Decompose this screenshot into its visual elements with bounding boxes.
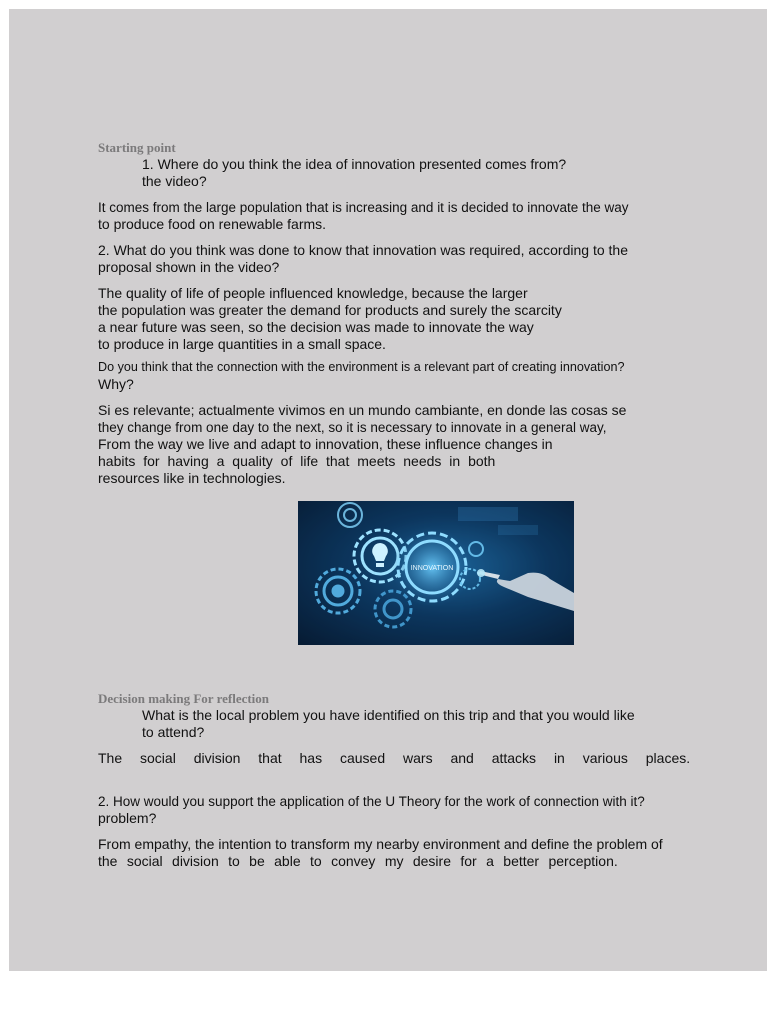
section-heading-decision-making: Decision making For reflection — [98, 691, 270, 706]
answer-1 — [98, 199, 698, 233]
answer-3-line-5: resources like in technologies. — [98, 470, 286, 486]
answer-2-line-3: a near future was seen, so the decision was made to innovate the way — [98, 319, 534, 335]
answer-3 — [98, 402, 698, 487]
answer-3-line-3: From the way we live and adapt to innovation, these influence changes in — [98, 436, 553, 452]
reflection-answer-2-line-1: From empathy, the intention to transform my nearby environment and define the problem of — [98, 836, 663, 852]
question-3-line-1: Do you think that the connection with the environment is a relevant part of creating innovation? — [98, 360, 625, 374]
answer-3-line-1: Si es relevante; actualmente vivimos en un mundo cambiante, en donde las cosas se — [98, 402, 627, 418]
section-heading-starting-point: Starting point — [98, 140, 176, 155]
reflection-question-2-line-1: 2. How would you support the application of the U Theory for the work of connection with it? — [98, 794, 645, 809]
answer-1-line-2: to produce food on renewable farms. — [98, 216, 327, 232]
answer-3-line-4: habits for having a quality of life that meets needs in both — [98, 453, 496, 469]
question-1-line-2: the video? — [142, 173, 207, 189]
answer-3-line-2: they change from one day to the next, so it is necessary to innovate in a general way, — [98, 420, 607, 435]
question-3-line-2: Why? — [98, 376, 134, 392]
reflection-answer-2-line-2: the social division to be able to convey my desire for a better perception. — [98, 853, 618, 869]
reflection-question-2 — [98, 793, 698, 827]
innovation-label: INNOVATION — [410, 565, 454, 572]
innovation-illustration — [298, 501, 574, 645]
reflection-answer-1 — [98, 750, 698, 767]
reflection-answer-1-line-1: The social division that has caused wars and attacks in various places. — [98, 750, 691, 766]
question-2 — [98, 242, 698, 276]
reflection-answer-2 — [98, 836, 698, 870]
answer-2-line-4: to produce in large quantities in a small space. — [98, 336, 386, 352]
question-1-line-1: 1. Where do you think the idea of innovation presented comes from? — [142, 156, 567, 172]
question-3 — [98, 359, 698, 393]
reflection-question-1 — [98, 707, 698, 741]
reflection-question-1-line-1: What is the local problem you have identified on this trip and that you would like — [142, 707, 635, 723]
reflection-question-2-line-2: problem? — [98, 810, 157, 826]
question-2-line-2: proposal shown in the video? — [98, 259, 280, 275]
answer-2-line-2: the population was greater the demand for products and surely the scarcity — [98, 302, 562, 318]
answer-2 — [98, 285, 698, 353]
innovation-gears-image — [298, 501, 574, 645]
question-2-line-1: 2. What do you think was done to know that innovation was required, according to the — [98, 242, 628, 258]
question-1 — [98, 156, 698, 190]
reflection-question-1-line-2: to attend? — [142, 724, 205, 740]
document-page — [9, 9, 767, 971]
answer-2-line-1: The quality of life of people influenced knowledge, because the larger — [98, 285, 528, 301]
answer-1-line-1: It comes from the large population that is increasing and it is decided to innovate the way — [98, 200, 629, 215]
